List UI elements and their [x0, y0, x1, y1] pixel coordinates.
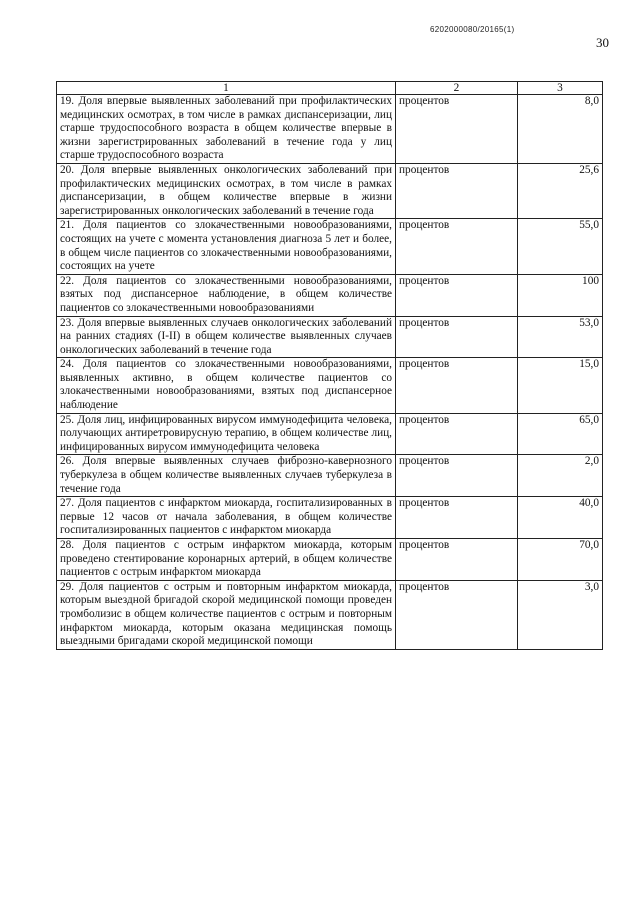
table-row [57, 358, 603, 413]
value-cell: 2,0 [518, 455, 603, 497]
unit-cell: процентов [396, 580, 518, 649]
indicator-name-cell: 19. Доля впервые выявленных заболеваний при профилактических медицинских осмотрах, в том числе в рамках диспансеризации, лиц старше трудоспособного возраста в общем количестве впервые в жизни зарегистрированных заболеваний в течение года у лиц старше трудоспособного возраста [57, 95, 396, 164]
indicator-name-cell: 28. Доля пациентов с острым инфарктом миокарда, которым проведено стентирование коронарных артерий, в общем количестве пациентов с острым инфарктом миокарда [57, 539, 396, 581]
value-cell: 53,0 [518, 316, 603, 358]
unit-cell: процентов [396, 274, 518, 316]
column-header-3: 3 [518, 82, 603, 95]
value-cell: 8,0 [518, 95, 603, 164]
unit-cell: процентов [396, 497, 518, 539]
value-cell: 15,0 [518, 358, 603, 413]
column-header-2: 2 [396, 82, 518, 95]
table-row [57, 316, 603, 358]
value-cell: 65,0 [518, 413, 603, 455]
unit-cell: процентов [396, 358, 518, 413]
value-cell: 55,0 [518, 219, 603, 274]
table-row [57, 413, 603, 455]
unit-cell: процентов [396, 539, 518, 581]
indicator-name-cell: 21. Доля пациентов со злокачественными новообразованиями, состоящих на учете с момента установления диагноза 5 лет и более, в общем числе пациентов со злокачественными новообразованиями, состоящих на учете [57, 219, 396, 274]
indicator-name-cell: 26. Доля впервые выявленных случаев фиброзно-кавернозного туберкулеза в общем количестве выявленных случаев туберкулеза в течение года [57, 455, 396, 497]
indicator-name-cell: 27. Доля пациентов с инфарктом миокарда, госпитализированных в первые 12 часов от начала заболевания, в общем количестве госпитализированных пациентов с инфарктом миокарда [57, 497, 396, 539]
table-row [57, 497, 603, 539]
unit-cell: процентов [396, 163, 518, 218]
indicator-name-cell: 24. Доля пациентов со злокачественными новообразованиями, выявленных активно, в общем количестве пациентов со злокачественными новообразованиями, взятых под диспансерное наблюдение [57, 358, 396, 413]
indicator-name-cell: 22. Доля пациентов со злокачественными новообразованиями, взятых под диспансерное наблюдение, в общем количестве пациентов со злокачественными новообразованиями [57, 274, 396, 316]
table-row [57, 274, 603, 316]
indicator-name-cell: 20. Доля впервые выявленных онкологических заболеваний при профилактических медицинских осмотрах, в том числе в рамках диспансеризации, в общем количестве впервые в жизни зарегистрированных онкологических заболеваний в течение года [57, 163, 396, 218]
unit-cell: процентов [396, 316, 518, 358]
unit-cell: процентов [396, 95, 518, 164]
column-header-1: 1 [57, 82, 396, 95]
unit-cell: процентов [396, 455, 518, 497]
table-row [57, 455, 603, 497]
indicator-name-cell: 29. Доля пациентов с острым и повторным инфарктом миокарда, которым выездной бригадой скорой медицинской помощи проведен тромболизис в общем количестве пациентов с острым и повторным инфарктом миокарда, которым оказана медицинская помощь выездными бригадами скорой медицинской помощи [57, 580, 396, 649]
unit-cell: процентов [396, 219, 518, 274]
table-row [57, 95, 603, 164]
value-cell: 100 [518, 274, 603, 316]
value-cell: 25,6 [518, 163, 603, 218]
indicator-name-cell: 23. Доля впервые выявленных случаев онкологических заболеваний на ранних стадиях (I-II) в общем количестве выявленных случаев онкологических заболеваний в течение года [57, 316, 396, 358]
table-row [57, 163, 603, 218]
indicator-name-cell: 25. Доля лиц, инфицированных вирусом иммунодефицита человека, получающих антиретровирусную терапию, в общем количестве лиц, инфицированных вирусом иммунодефицита человека [57, 413, 396, 455]
unit-cell: процентов [396, 413, 518, 455]
value-cell: 40,0 [518, 497, 603, 539]
table-row [57, 219, 603, 274]
page-number: 30 [596, 35, 609, 50]
indicator-table [56, 81, 603, 650]
value-cell: 70,0 [518, 539, 603, 581]
table-row [57, 580, 603, 649]
table-row [57, 539, 603, 581]
table-header-row [57, 82, 603, 95]
value-cell: 3,0 [518, 580, 603, 649]
document-code: 6202000080/20165(1) [430, 25, 515, 34]
